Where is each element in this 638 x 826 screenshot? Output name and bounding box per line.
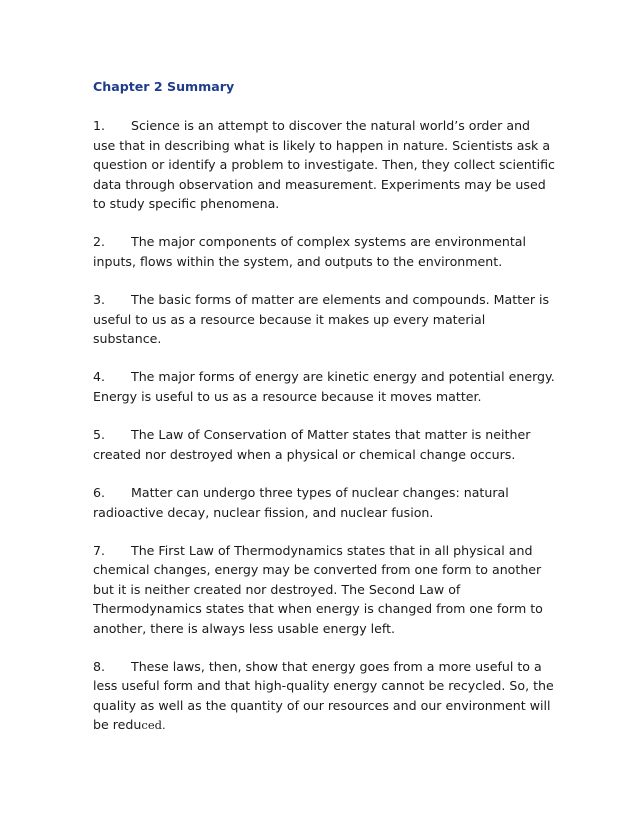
paragraph-4 [93, 367, 555, 406]
document-content [93, 77, 555, 755]
paragraph-7 [93, 541, 555, 638]
paragraph-number: 5. [93, 427, 106, 443]
paragraph-8 [93, 657, 555, 736]
paragraph-5 [93, 425, 555, 464]
paragraph-text: The major forms of energy are kinetic energy and potential energy. Energy is useful to us as a resource because it moves matter. [93, 369, 555, 404]
paragraph-text: Matter can undergo three types of nuclear changes: natural radioactive decay, nuclear fission, and nuclear fusion. [93, 485, 509, 520]
paragraph-text: These laws, then, show that energy goes from a more useful to a less useful form and that high-quality energy cannot be recycled. So, the quality as well as the quantity of our resources and our environment will be redu [93, 658, 554, 733]
paragraph-text: The Law of Conservation of Matter states that matter is neither created nor destroyed when a physical or chemical change occurs. [93, 427, 531, 462]
paragraph-number: 7. [93, 542, 106, 558]
paragraph-number: 2. [93, 234, 106, 250]
paragraph-text: Science is an attempt to discover the natural world’s order and use that in describing what is likely to happen in nature. Scientists ask a question or identify a problem to investigate. Then, they collect scientific data through observation and measurement. Experiments may be used to study specific phenomena. [93, 118, 555, 212]
paragraph-number: 3. [93, 292, 106, 308]
paragraph-number: 6. [93, 485, 106, 501]
paragraph-6 [93, 483, 555, 522]
paragraph-text: The basic forms of matter are elements and compounds. Matter is useful to us as a resource because it makes up every material substance. [93, 292, 550, 347]
paragraph-number: 4. [93, 369, 106, 385]
paragraph-3 [93, 290, 555, 348]
paragraph-2 [93, 232, 555, 271]
paragraph-number: 8. [93, 658, 106, 674]
paragraph-1 [93, 116, 555, 213]
paragraph-text: The major components of complex systems are environmental inputs, flows within the system, and outputs to the environment. [93, 234, 527, 269]
paragraph-text-tail: ced. [141, 718, 166, 733]
paragraph-number: 1. [93, 118, 106, 134]
paragraph-text: The First Law of Thermodynamics states that in all physical and chemical changes, energy may be converted from one form to another but it is neither created nor destroyed. The Second Law of Thermodynamics states that when energy is changed from one form to another, there is always less usable energy left. [93, 542, 543, 636]
page-title: Chapter 2 Summary [93, 79, 235, 94]
